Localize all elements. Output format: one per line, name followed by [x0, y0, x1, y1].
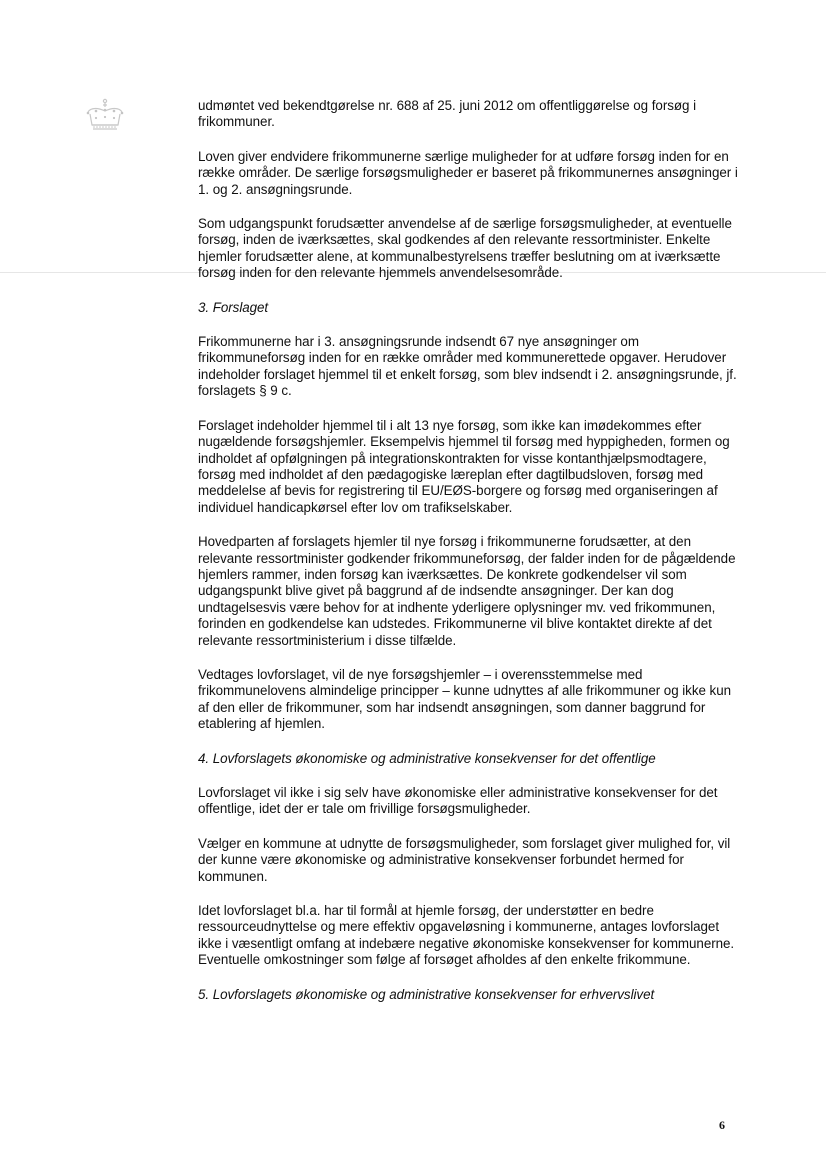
crown-icon — [82, 98, 128, 132]
paragraph: Vedtages lovforslaget, vil de nye forsøgshjemler – i overensstemmelse med frikommunelovens almindelige principper – kunne udnyttes af alle frikommuner og ikke kun af den eller de frikommuner, som har indsendt ansøgningen, som danner baggrund for etablering af hjemlen. — [198, 666, 731, 732]
paragraph: Forslaget indeholder hjemmel til i alt 13 nye forsøg, som ikke kan imødekommes efter nugældende forsøgshjemler. Eksempelvis hjemmel til forsøg med hyppigheden, formen og indholdet af opfølgningen på integrationskontrakten for visse kontanthjælpsmodtagere, forsøg med indholdet af den pædagogiske læreplan efter dagtilbudsloven, forsøg med meddelelse af bevis for registrering til EU/EØS-borgere og forsøg med organiseringen af individuel handicapkørsel efter lov om trafikselskaber. — [198, 417, 730, 515]
paragraph: Hovedparten af forslagets hjemler til nye forsøg i frikommunerne forudsætter, at den relevante ressortminister godkender frikommuneforsøg, der falder inden for de pågældende hjemlers rammer, inden forsøg kan iværksættes. De konkrete godkendelser vil som udgangspunkt blive givet på baggrund af de indsendte ansøgninger. Der kan dog undtagelsesvis være behov for at indhente yderligere oplysninger mv. ved frikommunen, forinden en godkendelse kan udstedes. Frikommunerne vil blive kontaktet direkte af det relevante ressortministerium i disse tilfælde. — [198, 534, 736, 648]
document-body — [198, 98, 738, 1021]
paragraph: Loven giver endvidere frikommunerne særlige muligheder for at udføre forsøg inden for en række områder. De særlige forsøgsmuligheder er baseret på frikommunernes ansøgninger i 1. og 2. ansøgningsrunde. — [198, 148, 738, 197]
paragraph: Lovforslaget vil ikke i sig selv have økonomiske eller administrative konsekvenser for det offentlige, idet der er tale om frivillige forsøgsmuligheder. — [198, 785, 718, 817]
paragraph: Idet lovforslaget bl.a. har til formål at hjemle forsøg, der understøtter en bedre ressourceudnyttelse og mere effektiv opgaveløsning i kommunerne, antages lovforslaget ikke i væsentligt omfang at indebære negative økonomiske konsekvenser for kommunerne. Eventuelle omkostninger som følge af forsøget afholdes af den enkelte frikommune. — [198, 903, 735, 968]
section-heading: 4. Lovforslagets økonomiske og administrative konsekvenser for det offentlige — [198, 750, 656, 766]
section-heading: 3. Forslaget — [198, 299, 269, 315]
page-number: 6 — [719, 1118, 725, 1132]
paragraph: Frikommunerne har i 3. ansøgningsrunde indsendt 67 nye ansøgninger om frikommuneforsøg inden for en række områder med kommunerettede opgaver. Herudover indeholder forslaget hjemmel til et enkelt forsøg, som blev indsendt i 2. ansøgningsrunde, jf. forslagets § 9 c. — [198, 334, 737, 399]
paragraph: Som udgangspunkt forudsætter anvendelse af de særlige forsøgsmuligheder, at eventuelle forsøg, inden de iværksættes, skal godkendes af den relevante ressortminister. Enkelte hjemler forudsætter alene, at kommunalbestyrelsens træffer beslutning om at iværksætte forsøg inden for den relevante hjemmels anvendelsesområde. — [198, 216, 732, 281]
paragraph: udmøntet ved bekendtgørelse nr. 688 af 25. juni 2012 om offentliggørelse og forsøg i frikommuner. — [198, 98, 696, 130]
paragraph: Vælger en kommune at udnytte de forsøgsmuligheder, som forslaget giver mulighed for, vil der kunne være økonomiske og administrative konsekvenser forbundet hermed for kommunen. — [198, 835, 731, 884]
section-heading: 5. Lovforslagets økonomiske og administrative konsekvenser for erhvervslivet — [198, 986, 655, 1002]
